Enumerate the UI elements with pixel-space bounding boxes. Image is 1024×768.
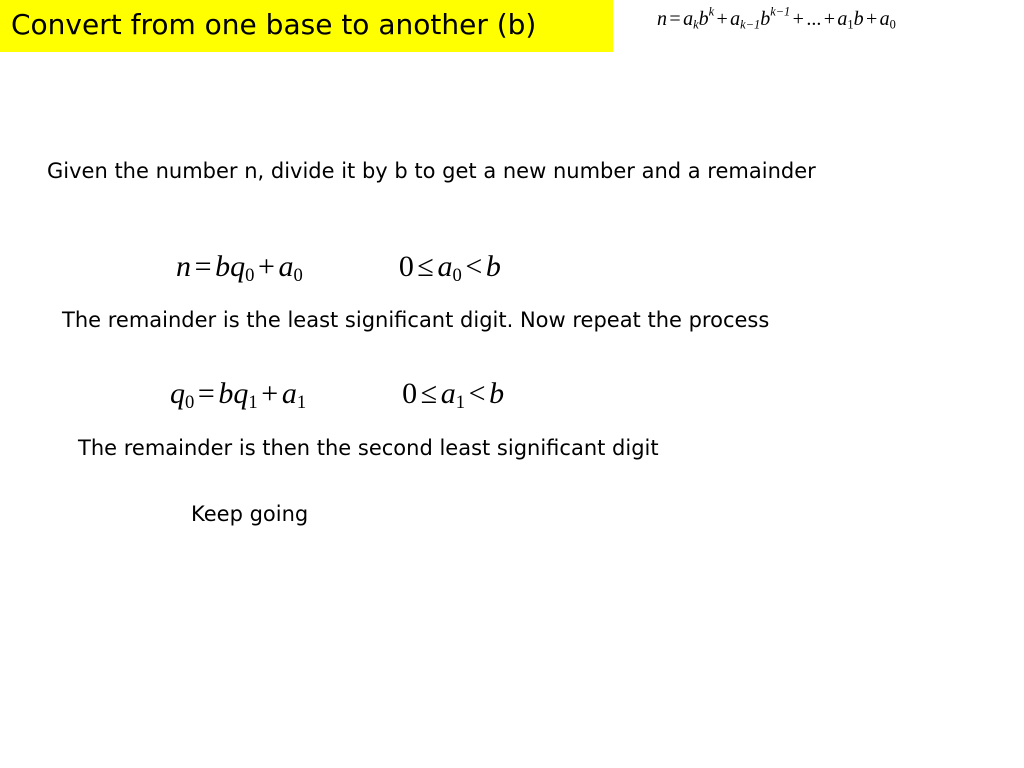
slide-title: Convert from one base to another (b) (11, 8, 537, 41)
title-banner (0, 0, 613, 52)
base-expansion-formula: $n = a_kb^k + a_{k-1}b^{k-1}$ + ... + $a_1b + a_0$ (657, 4, 896, 32)
second-digit-note: The remainder is then the second least significant digit (78, 436, 659, 460)
keep-going-note: Keep going (191, 502, 309, 526)
remainder-least-significant-note: The remainder is the least significant digit. Now repeat the process (62, 308, 770, 332)
division-equation-first: $n = bq_0 + a_0$ $0 \le a_0 < b$ (176, 250, 501, 287)
instruction-divide: Given the number n, divide it by b to get a new number and a remainder (47, 159, 816, 183)
division-equation-second: $q_0 = bq_1 + a_1$ $0 \le a_1 < b$ (170, 377, 505, 414)
